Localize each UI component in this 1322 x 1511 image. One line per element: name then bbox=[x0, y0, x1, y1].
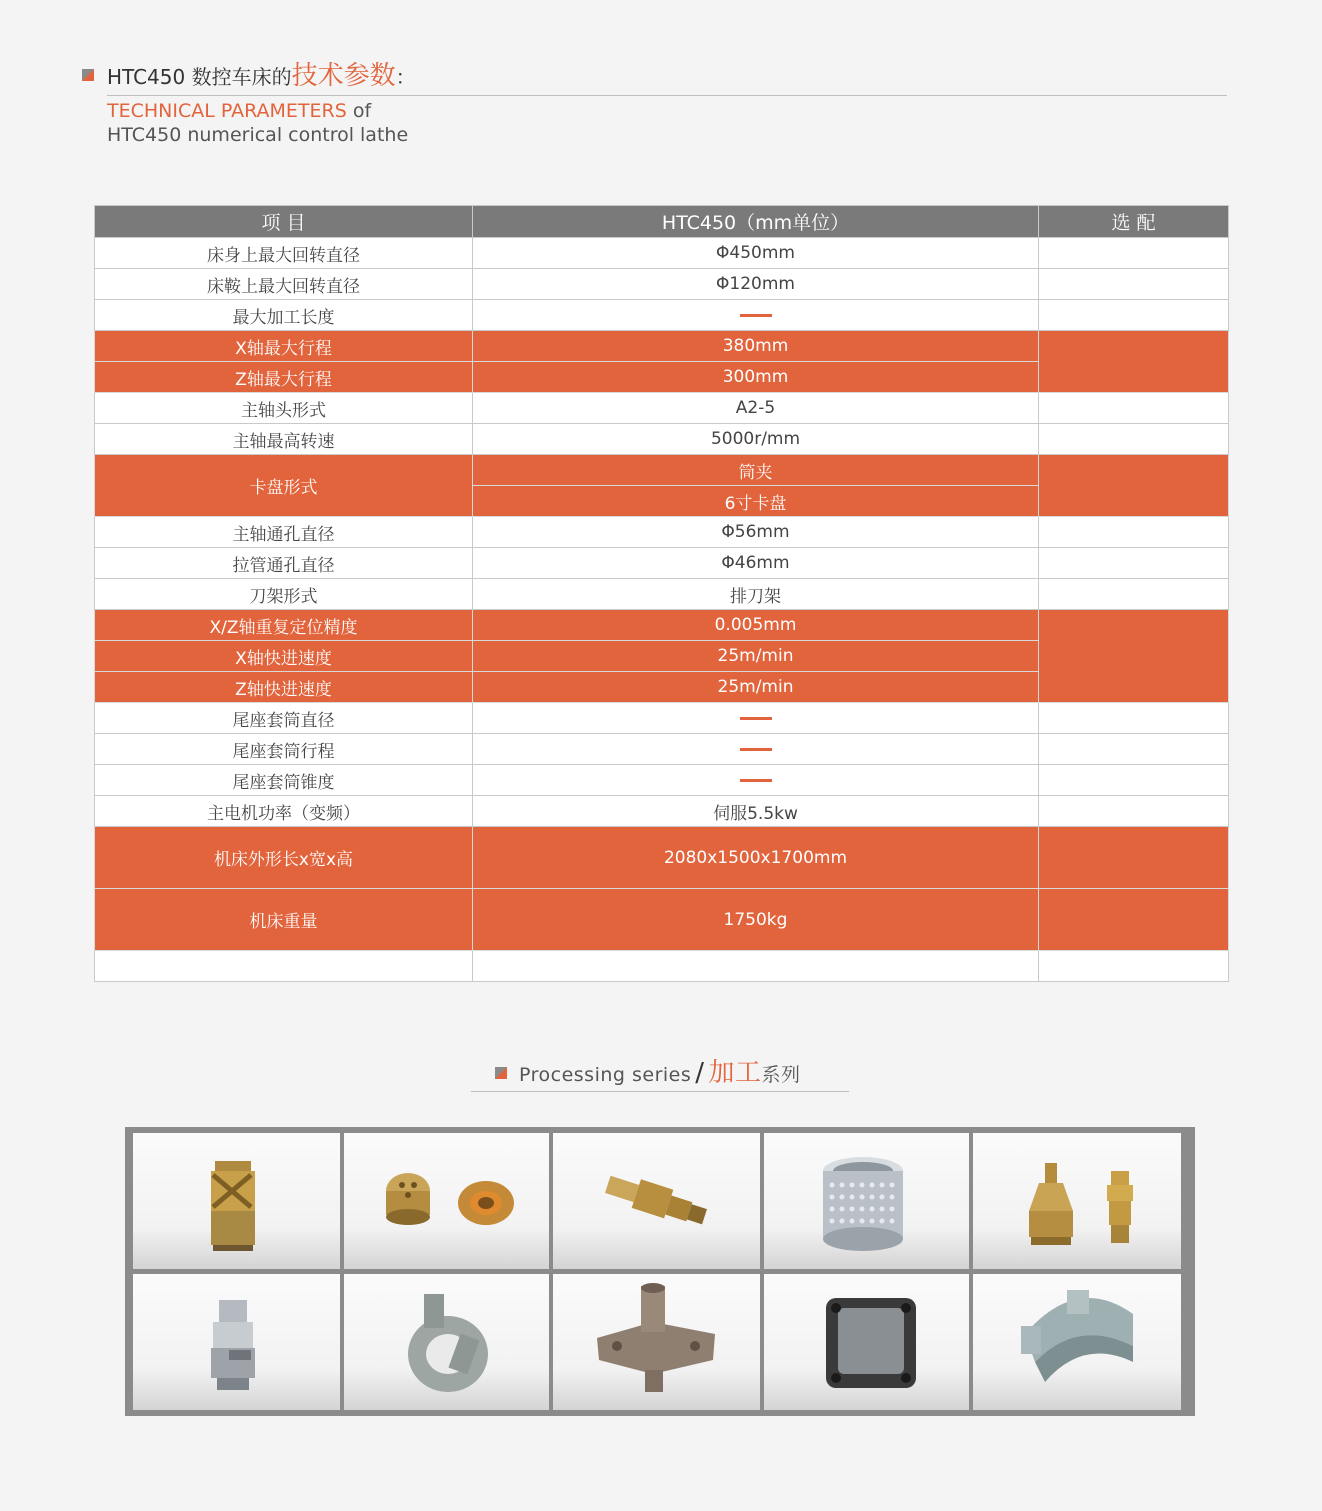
title-highlight: 技术参数 bbox=[291, 61, 396, 91]
row-option bbox=[1039, 579, 1229, 610]
header-divider bbox=[107, 95, 1227, 96]
processing-title bbox=[519, 1057, 801, 1091]
brass-knurled-fitting-icon bbox=[133, 1133, 340, 1269]
table-row bbox=[95, 765, 1229, 796]
table-row-empty bbox=[95, 951, 1229, 982]
row-item: X/Z轴重复定位精度 bbox=[95, 610, 473, 641]
row-value: 排刀架 bbox=[473, 579, 1039, 610]
brass-valve-fitting-icon bbox=[553, 1133, 760, 1269]
table-row bbox=[95, 517, 1229, 548]
header-item: 项 目 bbox=[95, 206, 473, 238]
gallery-item bbox=[553, 1133, 760, 1269]
row-value: Φ120mm bbox=[473, 269, 1039, 300]
row-item: 主轴最高转速 bbox=[95, 424, 473, 455]
table-row bbox=[95, 238, 1229, 269]
row-item: 机床外形长x宽x高 bbox=[95, 827, 473, 889]
processing-heading bbox=[471, 1053, 849, 1093]
row-option bbox=[1039, 765, 1229, 796]
row-item: 主轴通孔直径 bbox=[95, 517, 473, 548]
row-item: 尾座套筒直径 bbox=[95, 703, 473, 734]
row-value: 380mm bbox=[473, 331, 1039, 362]
row-value: 25m/min bbox=[473, 672, 1039, 703]
spec-table bbox=[94, 205, 1229, 982]
row-value: 300mm bbox=[473, 362, 1039, 393]
row-option bbox=[1039, 517, 1229, 548]
gallery-item bbox=[133, 1133, 340, 1269]
row-value: Φ56mm bbox=[473, 517, 1039, 548]
row-item: 最大加工长度 bbox=[95, 300, 473, 331]
dash-mark bbox=[740, 779, 772, 782]
row-value bbox=[473, 300, 1039, 331]
table-header-row bbox=[95, 206, 1229, 238]
row-option bbox=[1039, 610, 1229, 703]
table-row bbox=[95, 269, 1229, 300]
gallery-item bbox=[764, 1274, 969, 1410]
processing-title-highlight: 加工 bbox=[708, 1058, 762, 1088]
row-value: 伺服5.5kw bbox=[473, 796, 1039, 827]
row-item: 主电机功率（变频） bbox=[95, 796, 473, 827]
gallery-item bbox=[344, 1274, 549, 1410]
dash-mark bbox=[740, 748, 772, 751]
gallery-item bbox=[764, 1133, 969, 1269]
processing-slash: / bbox=[695, 1058, 705, 1088]
row-item: 机床重量 bbox=[95, 889, 473, 951]
black-square-housing-icon bbox=[764, 1274, 969, 1410]
table-row bbox=[95, 889, 1229, 951]
gallery-item bbox=[973, 1133, 1181, 1269]
row-value: 25m/min bbox=[473, 641, 1039, 672]
row-item bbox=[95, 951, 473, 982]
brass-perforated-caps-icon bbox=[344, 1133, 549, 1269]
subtitle-en-line2: HTC450 numerical control lathe bbox=[107, 124, 409, 146]
row-item: 主轴头形式 bbox=[95, 393, 473, 424]
table-row bbox=[95, 734, 1229, 765]
row-value bbox=[473, 734, 1039, 765]
row-option bbox=[1039, 827, 1229, 889]
table-row bbox=[95, 548, 1229, 579]
row-item: Z轴快进速度 bbox=[95, 672, 473, 703]
row-item: 拉管通孔直径 bbox=[95, 548, 473, 579]
aluminum-half-ring-icon bbox=[973, 1274, 1181, 1410]
row-option bbox=[1039, 393, 1229, 424]
row-option bbox=[1039, 796, 1229, 827]
dash-mark bbox=[740, 717, 772, 720]
header-model: HTC450（mm单位） bbox=[473, 206, 1039, 238]
processing-title-rest: 系列 bbox=[761, 1064, 801, 1086]
row-value: Φ46mm bbox=[473, 548, 1039, 579]
row-value: 1750kg bbox=[473, 889, 1039, 951]
gallery-item bbox=[133, 1274, 340, 1410]
table-row bbox=[95, 579, 1229, 610]
table-row bbox=[95, 424, 1229, 455]
row-option bbox=[1039, 951, 1229, 982]
brass-nozzle-fittings-icon bbox=[973, 1133, 1181, 1269]
row-value: A2-5 bbox=[473, 393, 1039, 424]
row-value bbox=[473, 703, 1039, 734]
table-row bbox=[95, 300, 1229, 331]
table-row bbox=[95, 827, 1229, 889]
square-bullet-icon bbox=[495, 1067, 507, 1079]
row-value: 2080x1500x1700mm bbox=[473, 827, 1039, 889]
row-value: 0.005mm bbox=[473, 610, 1039, 641]
row-option bbox=[1039, 889, 1229, 951]
gallery-item bbox=[973, 1274, 1181, 1410]
table-row bbox=[95, 703, 1229, 734]
aluminum-knurled-cylinder-icon bbox=[764, 1133, 969, 1269]
row-item: X轴快进速度 bbox=[95, 641, 473, 672]
row-option bbox=[1039, 331, 1229, 393]
gallery-item bbox=[344, 1133, 549, 1269]
subtitle-en-highlight: TECHNICAL PARAMETERS bbox=[107, 100, 347, 122]
row-option bbox=[1039, 300, 1229, 331]
row-option bbox=[1039, 548, 1229, 579]
subtitle-en-rest: of bbox=[346, 100, 372, 122]
row-option bbox=[1039, 269, 1229, 300]
processing-gallery bbox=[125, 1127, 1195, 1416]
steel-ring-bracket-icon bbox=[344, 1274, 549, 1410]
row-item: 卡盘形式 bbox=[95, 455, 473, 517]
row-value: 筒夹 bbox=[473, 455, 1039, 486]
table-row bbox=[95, 455, 1229, 486]
cast-flange-fitting-icon bbox=[553, 1274, 760, 1410]
processing-title-en: Processing series bbox=[519, 1064, 692, 1086]
table-row bbox=[95, 796, 1229, 827]
steel-hex-connector-icon bbox=[133, 1274, 340, 1410]
row-option bbox=[1039, 455, 1229, 517]
row-option bbox=[1039, 703, 1229, 734]
row-value: 6寸卡盘 bbox=[473, 486, 1039, 517]
row-option bbox=[1039, 734, 1229, 765]
row-value: 5000r/mm bbox=[473, 424, 1039, 455]
subtitle-en-line1 bbox=[107, 100, 371, 122]
row-item: Z轴最大行程 bbox=[95, 362, 473, 393]
row-value bbox=[473, 951, 1039, 982]
row-item: 尾座套筒锥度 bbox=[95, 765, 473, 796]
header-options: 选 配 bbox=[1039, 206, 1229, 238]
row-value: Φ450mm bbox=[473, 238, 1039, 269]
processing-divider bbox=[471, 1091, 849, 1092]
row-item: 床鞍上最大回转直径 bbox=[95, 269, 473, 300]
table-row bbox=[95, 393, 1229, 424]
row-item: 尾座套筒行程 bbox=[95, 734, 473, 765]
page-title bbox=[107, 60, 416, 93]
square-bullet-icon bbox=[82, 69, 94, 81]
row-item: 刀架形式 bbox=[95, 579, 473, 610]
row-option bbox=[1039, 238, 1229, 269]
title-prefix: HTC450 数控车床的 bbox=[107, 65, 292, 89]
dash-mark bbox=[740, 314, 772, 317]
table-row bbox=[95, 331, 1229, 362]
row-item: 床身上最大回转直径 bbox=[95, 238, 473, 269]
row-value bbox=[473, 765, 1039, 796]
table-row bbox=[95, 610, 1229, 641]
title-suffix: ： bbox=[395, 65, 416, 89]
row-option bbox=[1039, 424, 1229, 455]
row-item: X轴最大行程 bbox=[95, 331, 473, 362]
gallery-item bbox=[553, 1274, 760, 1410]
